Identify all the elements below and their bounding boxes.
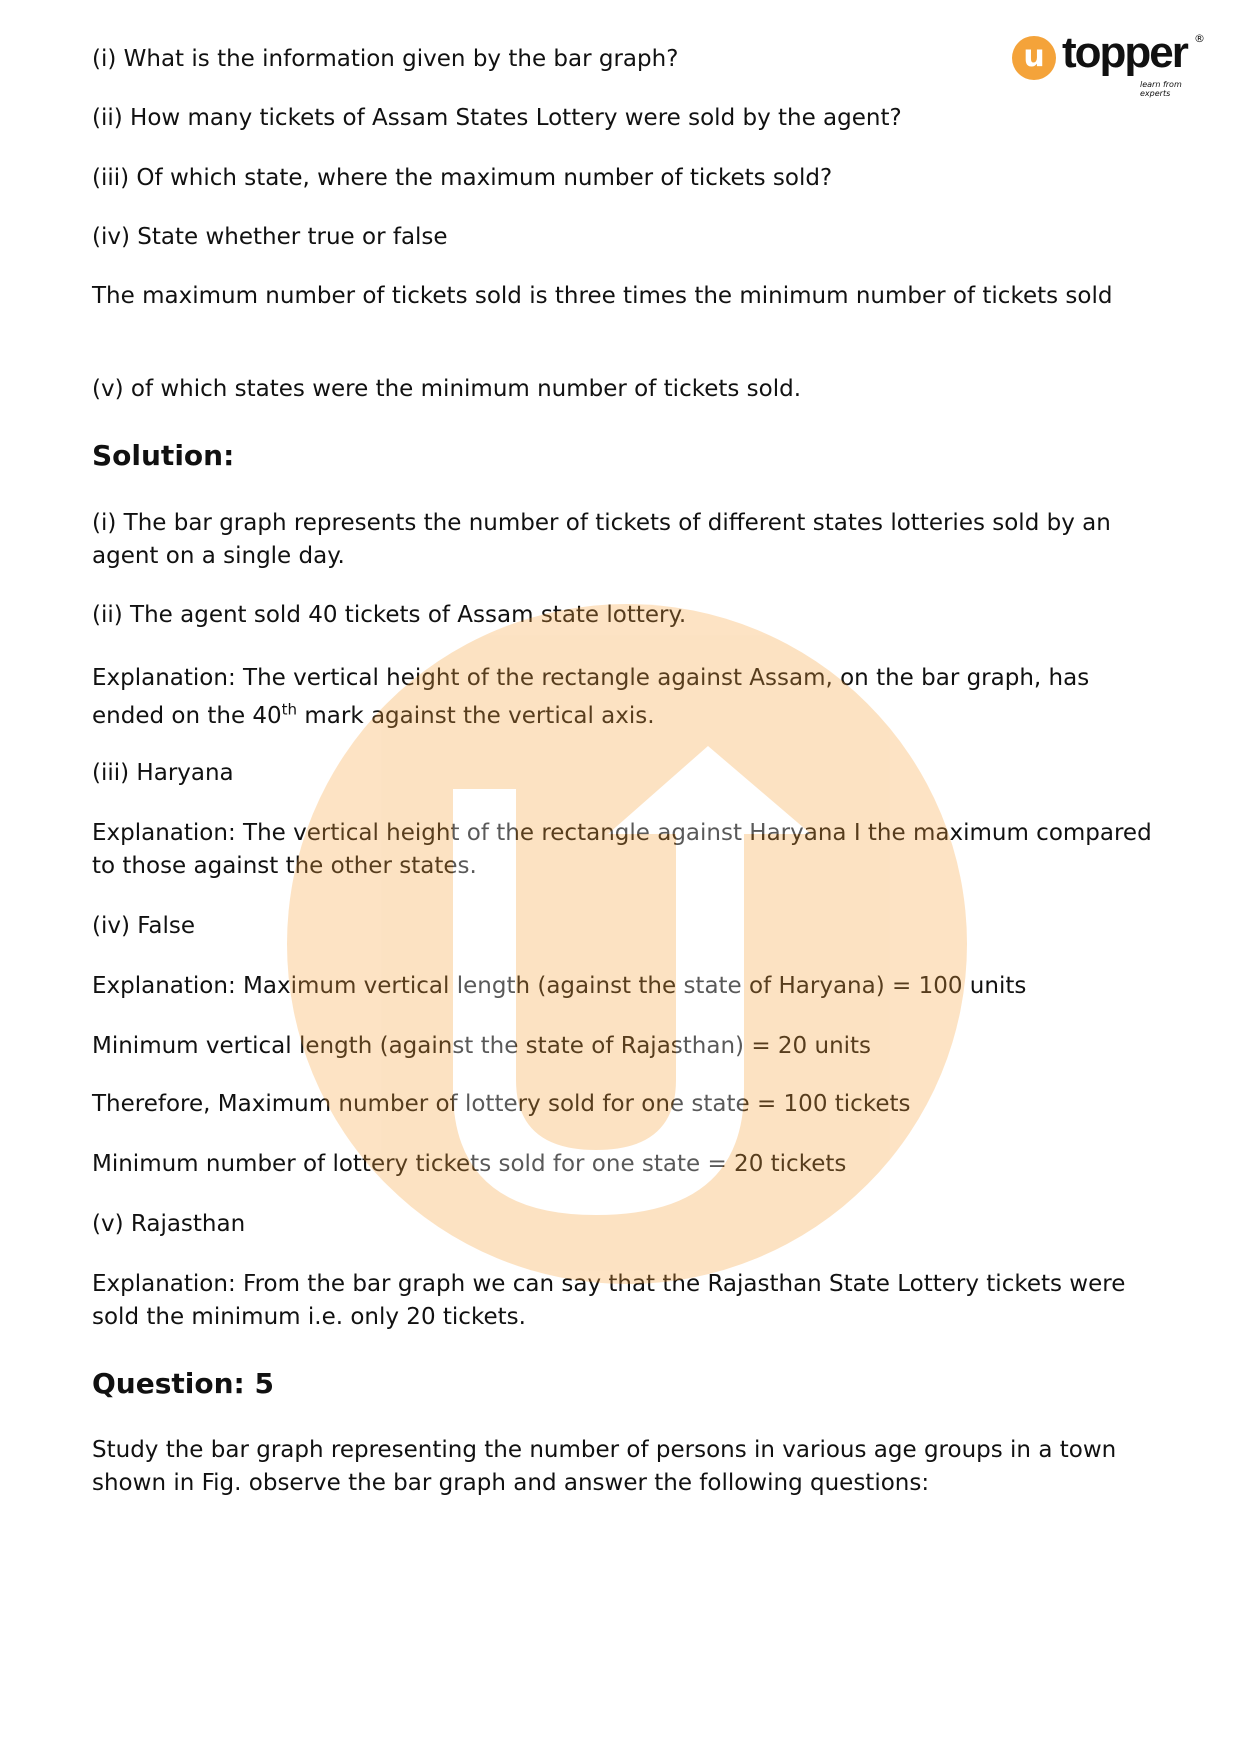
solution-iv-min: Minimum vertical length (against the state of Rajasthan) = 20 units [92, 1033, 872, 1059]
question-iv: (iv) State whether true or false [92, 224, 448, 250]
question-5-heading: Question: 5 [92, 1367, 274, 1400]
solution-iv-max: Explanation: Maximum vertical length (against the state of Haryana) = 100 units [92, 973, 1027, 999]
explanation-text-end: mark against the vertical axis. [297, 703, 655, 729]
solution-i: (i) The bar graph represents the number of tickets of different states lotteries sold by an agent on a single day. [92, 510, 1111, 569]
question-5-text: Study the bar graph representing the number of persons in various age groups in a town shown in Fig. observe the bar graph and answer the following questions: [92, 1437, 1117, 1496]
question-v: (v) of which states were the minimum number of tickets sold. [92, 376, 802, 402]
solution-iv-min-tickets: Minimum number of lottery tickets sold for one state = 20 tickets [92, 1151, 847, 1177]
solution-iv-max-tickets: Therefore, Maximum number of lottery sold for one state = 100 tickets [92, 1091, 911, 1117]
question-ii: (ii) How many tickets of Assam States Lottery were sold by the agent? [92, 105, 902, 131]
logo-wordmark: topper [1062, 28, 1187, 77]
solution-v: (v) Rajasthan [92, 1211, 246, 1237]
logo-mark: u [1023, 39, 1045, 74]
question-iii: (iii) Of which state, where the maximum number of tickets sold? [92, 165, 833, 191]
solution-iv: (iv) False [92, 913, 195, 939]
question-i: (i) What is the information given by the bar graph? [92, 46, 679, 72]
registered-mark: ® [1194, 32, 1205, 45]
solution-ii-explanation [92, 659, 1122, 735]
solution-iii: (iii) Haryana [92, 760, 234, 786]
solution-iii-explanation: Explanation: The vertical height of the rectangle against Haryana I the maximum compared to those against the other states. [92, 820, 1152, 879]
question-iv-statement: The maximum number of tickets sold is three times the minimum number of tickets sold [92, 283, 1113, 309]
logo-tagline: learn from experts [1140, 80, 1182, 98]
solution-ii: (ii) The agent sold 40 tickets of Assam state lottery. [92, 602, 687, 628]
solution-v-explanation: Explanation: From the bar graph we can say that the Rajasthan State Lottery tickets were sold the minimum i.e. only 20 tickets. [92, 1271, 1126, 1330]
solution-heading: Solution: [92, 439, 235, 472]
explanation-text: Explanation: The vertical height of the rectangle against Assam, on the bar graph, has ended on the 40 [92, 665, 1090, 729]
superscript: th [281, 700, 298, 719]
